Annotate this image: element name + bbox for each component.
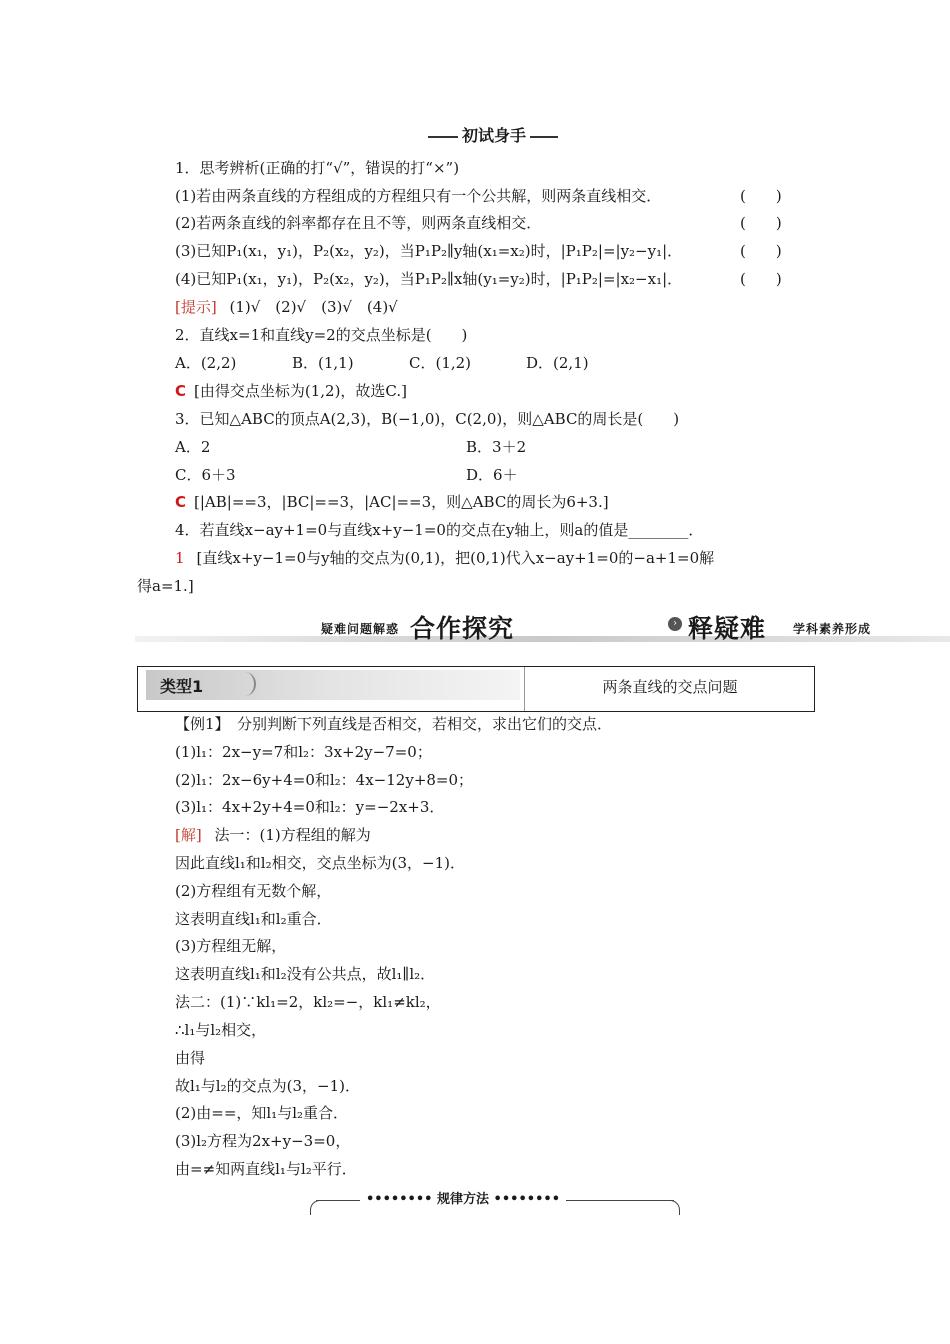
section-left-text: 疑难问题解惑 <box>321 622 400 636</box>
solution-line-6: 法二：(1)∵kl₁=2，kl₂=−，kl₁≠kl₂， <box>175 993 441 1011</box>
example-line-1: 【例1】 分别判断下列直线是否相交，若相交，求出它们的交点． <box>175 715 613 733</box>
q2-explanation: [由得交点坐标为(1,2)，故选C.] <box>194 382 407 400</box>
law-left-corner <box>310 1200 323 1215</box>
q2-answer: C <box>175 382 187 400</box>
type-title: 两条直线的交点问题 <box>524 667 815 711</box>
example-line-2: (1)l₁：2x−y=7和l₂：3x+2y−7=0； <box>175 743 432 761</box>
q4-stem: 4．若直线x−ay+1=0与直线x+y−1=0的交点在y轴上，则a的值是________． <box>175 521 704 539</box>
q1-item-1: (1)若由两条直线的方程组成的方程组只有一个公共解，则两条直线相交． <box>175 187 662 205</box>
example-line-3: (2)l₁：2x−6y+4=0和l₂：4x−12y+8=0； <box>175 771 474 789</box>
q1-paren-3: ( ) <box>740 242 782 260</box>
hint-text: (1)√ (2)√ (3)√ (4)√ <box>229 298 398 316</box>
type-label: 类型1 <box>160 677 204 696</box>
solution-first-line <box>175 825 371 845</box>
solution-line-4: (3)方程组无解， <box>175 937 287 955</box>
q2-stem: 2．直线x=1和直线y=2的交点坐标是( ) <box>175 326 468 344</box>
q1-hint <box>175 297 398 317</box>
solution-line-11: (3)l₂方程为2x+y−3=0， <box>175 1132 351 1150</box>
q3-option-c: C．6＋3 <box>175 466 236 484</box>
q1-paren-4: ( ) <box>740 270 782 288</box>
q1-item-2: (2)若两条直线的斜率都存在且不等，则两条直线相交． <box>175 214 542 232</box>
law-title: •••••••• 规律方法 •••••••• <box>360 1190 566 1210</box>
solution-line-1: 因此直线l₁和l₂相交，交点坐标为(3，−1)． <box>175 854 465 872</box>
solution-first: 法一：(1)方程组的解为 <box>214 826 371 844</box>
q4-answer-line <box>175 548 714 568</box>
section-right-text: 学科素养形成 <box>793 622 872 636</box>
solution-line-8: 由得 <box>175 1049 206 1067</box>
solution-label: [解] <box>175 826 202 844</box>
q1-item-4: (4)已知P₁(x₁，y₁)，P₂(x₂，y₂)，当P₁P₂∥x轴(y₁=y₂)时，|P₁P₂|=|x₂−x₁|． <box>175 270 683 288</box>
arrow-icon: › <box>668 617 682 631</box>
hint-label: [提示] <box>175 298 217 316</box>
type-box <box>137 666 815 712</box>
q2-answer-line <box>175 381 407 401</box>
q1-stem: 1．思考辨析(正确的打“√”，错误的打“×”) <box>175 159 460 177</box>
q4-answer: 1 <box>175 549 185 567</box>
solution-line-12: 由=≠知两直线l₁与l₂平行． <box>175 1160 357 1178</box>
example-line-4: (3)l₁：4x+2y+4=0和l₂：y=−2x+3． <box>175 798 445 816</box>
q3-stem: 3．已知△ABC的顶点A(2,3)，B(−1,0)，C(2,0)，则△ABC的周长是( ) <box>175 410 680 428</box>
type-tab <box>146 670 520 700</box>
q4-explanation-2: 得a=1.] <box>137 577 194 595</box>
q1-item-3: (3)已知P₁(x₁，y₁)，P₂(x₂，y₂)，当P₁P₂∥y轴(x₁=x₂)时，|P₁P₂|=|y₂−y₁|． <box>175 242 683 260</box>
law-title-text: 规律方法 <box>437 1192 490 1207</box>
section-banner <box>135 606 950 644</box>
section-main-2: 释疑难 <box>688 614 767 643</box>
q2-option-c: C．(1,2) <box>409 354 472 372</box>
q3-answer: C <box>175 493 187 511</box>
q4-explanation-1: [直线x+y−1=0与y轴的交点为(0,1)，把(0,1)代入x−ay+1=0的−a+1=0解 <box>196 549 715 567</box>
solution-line-5: 这表明直线l₁和l₂没有公共点，故l₁∥l₂． <box>175 965 436 983</box>
q3-option-b: B．3＋2 <box>466 438 527 456</box>
practice-banner <box>428 125 558 149</box>
solution-line-9: 故l₁与l₂的交点为(3，−1)． <box>175 1077 360 1095</box>
law-right-corner <box>667 1200 680 1215</box>
q2-option-b: B．(1,1) <box>292 354 354 372</box>
q1-paren-2: ( ) <box>740 214 782 232</box>
q3-explanation: [|AB|==3，|BC|==3，|AC|==3，则△ABC的周长为6+3.] <box>194 493 609 511</box>
solution-line-7: ∴l₁与l₂相交， <box>175 1021 267 1039</box>
q3-option-a: A．2 <box>175 438 211 456</box>
q2-option-a: A．(2,2) <box>175 354 237 372</box>
q2-option-d: D．(2,1) <box>526 354 589 372</box>
tab-curve <box>234 672 256 696</box>
solution-line-3: 这表明直线l₁和l₂重合． <box>175 910 332 928</box>
law-banner <box>310 1190 680 1214</box>
q3-option-d: D．6＋ <box>466 466 518 484</box>
solution-line-10: (2)由==，知l₁与l₂重合． <box>175 1104 349 1122</box>
practice-title: 初试身手 <box>458 125 530 147</box>
section-main-1: 合作探究 <box>410 614 515 643</box>
solution-line-2: (2)方程组有无数个解， <box>175 882 332 900</box>
q3-answer-line <box>175 492 609 512</box>
q1-paren-1: ( ) <box>740 187 782 205</box>
